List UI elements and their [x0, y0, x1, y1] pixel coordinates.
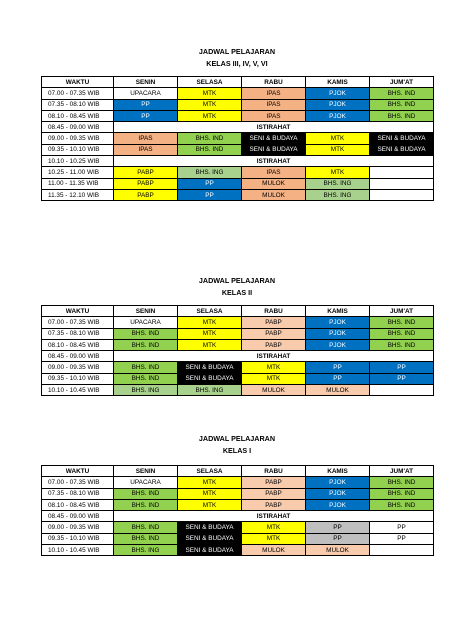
column-header: KAMIS	[306, 77, 370, 88]
time-cell: 11.00 - 11.35 WIB	[42, 178, 114, 189]
subject-cell: BHS. ING	[178, 167, 242, 178]
subject-cell: PP	[306, 373, 370, 384]
time-cell: 07.00 - 07.35 WIB	[42, 477, 114, 488]
column-header: SELASA	[178, 306, 242, 317]
break-cell: ISTIRAHAT	[114, 511, 434, 522]
subject-cell: PABP	[242, 488, 306, 499]
subject-cell: PJOK	[306, 488, 370, 499]
subject-cell: SENI & BUDAYA	[178, 362, 242, 373]
time-cell: 09.00 - 09.35 WIB	[42, 362, 114, 373]
subject-cell: BHS. IND	[178, 133, 242, 144]
subject-cell: IPAS	[242, 88, 306, 99]
table-row	[42, 133, 434, 144]
subject-cell	[370, 545, 434, 556]
subject-cell: PABP	[242, 339, 306, 350]
break-row	[42, 156, 434, 167]
time-cell: 08.10 - 08.45 WIB	[42, 499, 114, 510]
subject-cell: SENI & BUDAYA	[242, 144, 306, 155]
subject-cell: PP	[370, 373, 434, 384]
column-header: SELASA	[178, 466, 242, 477]
schedule-table	[41, 305, 434, 396]
time-cell: 09.00 - 09.35 WIB	[42, 133, 114, 144]
table-row	[42, 385, 434, 396]
subject-cell: MTK	[178, 477, 242, 488]
subject-cell: MTK	[306, 144, 370, 155]
break-cell: ISTIRAHAT	[114, 122, 434, 133]
time-cell: 10.25 - 11.00 WIB	[42, 167, 114, 178]
subject-cell: SENI & BUDAYA	[178, 533, 242, 544]
subject-cell: SENI & BUDAYA	[178, 522, 242, 533]
subject-cell: SENI & BUDAYA	[242, 133, 306, 144]
subject-cell: BHS. IND	[114, 488, 178, 499]
subject-cell: MULOK	[242, 385, 306, 396]
subject-cell: BHS. IND	[114, 533, 178, 544]
table-row	[42, 110, 434, 121]
subject-cell	[370, 167, 434, 178]
column-header: SENIN	[114, 77, 178, 88]
subject-cell: BHS. IND	[114, 373, 178, 384]
subject-cell: PP	[370, 362, 434, 373]
time-cell: 08.45 - 09.00 WIB	[42, 122, 114, 133]
subject-cell: MTK	[242, 522, 306, 533]
time-cell: 07.00 - 07.35 WIB	[42, 317, 114, 328]
subject-cell: MTK	[242, 533, 306, 544]
schedule-subtitle: KELAS I	[222, 446, 252, 455]
subject-cell: MULOK	[242, 178, 306, 189]
subject-cell: MULOK	[306, 385, 370, 396]
subject-cell: PJOK	[306, 99, 370, 110]
subject-cell: BHS. IND	[114, 362, 178, 373]
subject-cell: BHS. IND	[370, 488, 434, 499]
subject-cell: PABP	[242, 499, 306, 510]
subject-cell: PABP	[114, 189, 178, 200]
table-row	[42, 88, 434, 99]
subject-cell: MTK	[178, 328, 242, 339]
subject-cell: SENI & BUDAYA	[178, 545, 242, 556]
subject-cell: PP	[114, 110, 178, 121]
subject-cell: BHS. IND	[114, 328, 178, 339]
column-header: KAMIS	[306, 466, 370, 477]
header-row	[42, 77, 434, 88]
column-header: WAKTU	[42, 466, 114, 477]
subject-cell: MTK	[178, 99, 242, 110]
table-row	[42, 373, 434, 384]
table-row	[42, 499, 434, 510]
schedule-title: JADWAL PELAJARAN	[198, 47, 276, 56]
time-cell: 09.35 - 10.10 WIB	[42, 533, 114, 544]
subject-cell: PP	[306, 522, 370, 533]
subject-cell: MTK	[178, 317, 242, 328]
time-cell: 07.35 - 08.10 WIB	[42, 488, 114, 499]
subject-cell	[370, 178, 434, 189]
time-cell: 10.10 - 10.45 WIB	[42, 545, 114, 556]
schedule-table	[41, 465, 434, 556]
subject-cell: MULOK	[306, 545, 370, 556]
subject-cell: BHS. IND	[370, 317, 434, 328]
column-header: SENIN	[114, 306, 178, 317]
subject-cell: SENI & BUDAYA	[370, 144, 434, 155]
time-cell: 09.35 - 10.10 WIB	[42, 144, 114, 155]
subject-cell: PJOK	[306, 317, 370, 328]
subject-cell	[370, 385, 434, 396]
subject-cell: PABP	[114, 167, 178, 178]
subject-cell: BHS. IND	[370, 110, 434, 121]
subject-cell: MTK	[178, 110, 242, 121]
subject-cell: BHS. IND	[114, 499, 178, 510]
subject-cell: PP	[370, 533, 434, 544]
time-cell: 07.35 - 08.10 WIB	[42, 328, 114, 339]
schedule-kelas-2	[41, 275, 433, 396]
break-cell: ISTIRAHAT	[114, 156, 434, 167]
time-cell: 08.10 - 08.45 WIB	[42, 110, 114, 121]
subject-cell: IPAS	[242, 99, 306, 110]
table-row	[42, 167, 434, 178]
header-row	[42, 306, 434, 317]
table-row	[42, 522, 434, 533]
table-row	[42, 99, 434, 110]
schedule-kelas-3-6	[41, 46, 433, 201]
schedule-title: JADWAL PELAJARAN	[198, 434, 276, 443]
time-cell: 09.00 - 09.35 WIB	[42, 522, 114, 533]
subject-cell: PJOK	[306, 328, 370, 339]
subject-cell: UPACARA	[114, 317, 178, 328]
table-row	[42, 477, 434, 488]
schedule-table	[41, 76, 434, 201]
subject-cell: PP	[178, 178, 242, 189]
table-row	[42, 178, 434, 189]
subject-cell: PABP	[242, 477, 306, 488]
subject-cell: PJOK	[306, 339, 370, 350]
table-row	[42, 533, 434, 544]
subject-cell: MTK	[306, 133, 370, 144]
subject-cell: BHS. ING	[178, 385, 242, 396]
subject-cell: BHS. ING	[306, 178, 370, 189]
table-row	[42, 545, 434, 556]
subject-cell: PP	[306, 362, 370, 373]
time-cell: 11.35 - 12.10 WIB	[42, 189, 114, 200]
subject-cell: PP	[306, 533, 370, 544]
break-row	[42, 122, 434, 133]
column-header: JUM'AT	[370, 306, 434, 317]
subject-cell: BHS. IND	[370, 328, 434, 339]
schedule-subtitle: KELAS II	[221, 288, 253, 297]
table-row	[42, 189, 434, 200]
subject-cell: SENI & BUDAYA	[178, 373, 242, 384]
subject-cell: SENI & BUDAYA	[370, 133, 434, 144]
column-header: RABU	[242, 77, 306, 88]
subject-cell: BHS. ING	[114, 545, 178, 556]
subject-cell: IPAS	[242, 110, 306, 121]
time-cell: 08.45 - 09.00 WIB	[42, 351, 114, 362]
subject-cell: IPAS	[114, 144, 178, 155]
header-row	[42, 466, 434, 477]
subject-cell: PJOK	[306, 88, 370, 99]
subject-cell: UPACARA	[114, 477, 178, 488]
column-header: WAKTU	[42, 77, 114, 88]
table-row	[42, 328, 434, 339]
subject-cell: PP	[178, 189, 242, 200]
subject-cell: BHS. IND	[370, 477, 434, 488]
subject-cell: PABP	[242, 317, 306, 328]
column-header: RABU	[242, 306, 306, 317]
subject-cell: BHS. ING	[306, 189, 370, 200]
break-cell: ISTIRAHAT	[114, 351, 434, 362]
subject-cell: MTK	[242, 373, 306, 384]
time-cell: 08.10 - 08.45 WIB	[42, 339, 114, 350]
column-header: JUM'AT	[370, 466, 434, 477]
subject-cell: BHS. IND	[114, 522, 178, 533]
subject-cell: UPACARA	[114, 88, 178, 99]
table-row	[42, 144, 434, 155]
schedule-title: JADWAL PELAJARAN	[198, 276, 276, 285]
time-cell: 07.00 - 07.35 WIB	[42, 88, 114, 99]
subject-cell: PJOK	[306, 499, 370, 510]
schedule-kelas-1	[41, 433, 433, 556]
column-header: RABU	[242, 466, 306, 477]
break-row	[42, 351, 434, 362]
subject-cell: MTK	[178, 488, 242, 499]
time-cell: 10.10 - 10.25 WIB	[42, 156, 114, 167]
time-cell: 10.10 - 10.45 WIB	[42, 385, 114, 396]
schedule-subtitle: KELAS III, IV, V, VI	[206, 59, 268, 68]
subject-cell: MTK	[178, 499, 242, 510]
column-header: SELASA	[178, 77, 242, 88]
subject-cell: PABP	[114, 178, 178, 189]
time-cell: 09.35 - 10.10 WIB	[42, 373, 114, 384]
table-row	[42, 317, 434, 328]
subject-cell: MULOK	[242, 545, 306, 556]
subject-cell: MTK	[242, 362, 306, 373]
subject-cell: IPAS	[242, 167, 306, 178]
subject-cell: PABP	[242, 328, 306, 339]
subject-cell: MTK	[306, 167, 370, 178]
subject-cell: PP	[114, 99, 178, 110]
time-cell: 07.35 - 08.10 WIB	[42, 99, 114, 110]
column-header: JUM'AT	[370, 77, 434, 88]
subject-cell: PJOK	[306, 110, 370, 121]
subject-cell: BHS. IND	[370, 99, 434, 110]
subject-cell: BHS. IND	[370, 339, 434, 350]
subject-cell: BHS. IND	[178, 144, 242, 155]
break-row	[42, 511, 434, 522]
table-row	[42, 339, 434, 350]
column-header: WAKTU	[42, 306, 114, 317]
subject-cell: BHS. IND	[114, 339, 178, 350]
subject-cell: MTK	[178, 339, 242, 350]
table-row	[42, 488, 434, 499]
subject-cell: MULOK	[242, 189, 306, 200]
time-cell: 08.45 - 09.00 WIB	[42, 511, 114, 522]
table-row	[42, 362, 434, 373]
subject-cell: BHS. IND	[370, 499, 434, 510]
subject-cell	[370, 189, 434, 200]
subject-cell: MTK	[178, 88, 242, 99]
subject-cell: PJOK	[306, 477, 370, 488]
subject-cell: PP	[370, 522, 434, 533]
column-header: KAMIS	[306, 306, 370, 317]
subject-cell: IPAS	[114, 133, 178, 144]
column-header: SENIN	[114, 466, 178, 477]
subject-cell: BHS. ING	[114, 385, 178, 396]
subject-cell: BHS. IND	[370, 88, 434, 99]
